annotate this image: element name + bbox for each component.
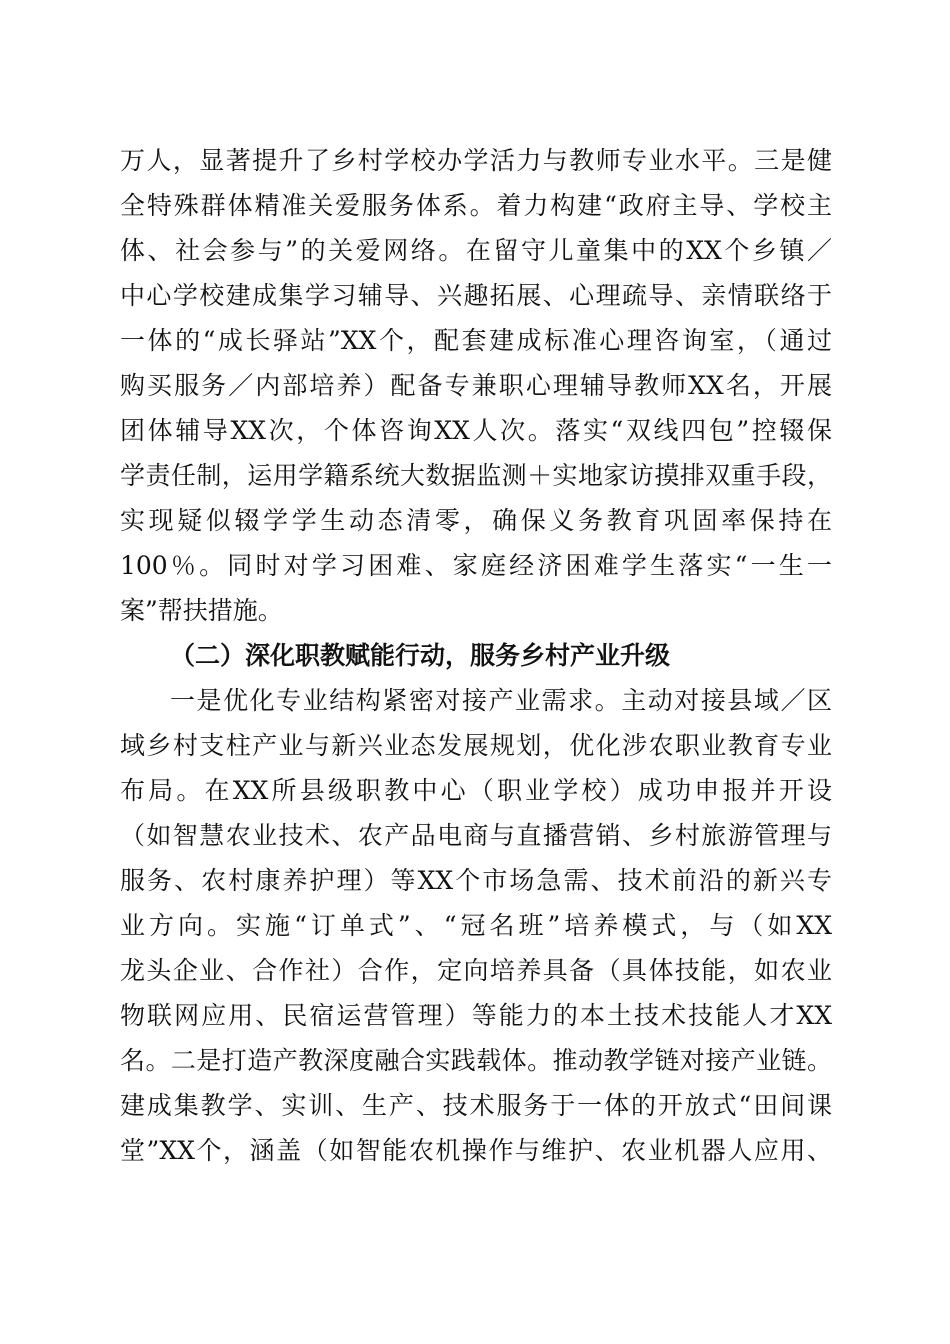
text-line: 实现疑似辍学学生动态清零，确保义务教育巩固率保持在: [120, 506, 832, 535]
text-line: 体、社会参与”的关爱网络。在留守儿童集中的XX个乡镇／: [120, 236, 832, 265]
text-line: 龙头企业、合作社）合作，定向培养具备（具体技能，如农业: [120, 956, 832, 985]
text-line: 万人，显著提升了乡村学校办学活力与教师专业水平。三是健: [120, 146, 832, 175]
text-line: 布局。在XX所县级职教中心（职业学校）成功申报并开设: [120, 776, 832, 805]
text-line: 全特殊群体精准关爱服务体系。着力构建“政府主导、学校主: [120, 191, 832, 220]
text-line: 一是优化专业结构紧密对接产业需求。主动对接县域／区: [170, 686, 832, 715]
text-line: 业方向。实施“订单式”、“冠名班”培养模式，与（如XX: [120, 911, 832, 940]
text-line: 一体的“成长驿站”XX个，配套建成标准心理咨询室，（通过: [120, 326, 832, 355]
text-line: （如智慧农业技术、农产品电商与直播营销、乡村旅游管理与: [120, 821, 832, 850]
text-line: 建成集教学、实训、生产、技术服务于一体的开放式“田间课: [120, 1091, 832, 1120]
text-line: 团体辅导XX次，个体咨询XX人次。落实“双线四包”控辍保: [120, 416, 832, 445]
text-line: 域乡村支柱产业与新兴业态发展规划，优化涉农职业教育专业: [120, 731, 832, 760]
text-line: 案”帮扶措施。: [120, 596, 283, 625]
text-line: 服务、农村康养护理）等XX个市场急需、技术前沿的新兴专: [120, 866, 832, 895]
section-heading: （二）深化职教赋能行动，服务乡村产业升级: [170, 641, 671, 670]
text-line: 物联网应用、民宿运营管理）等能力的本土技术技能人才XX: [120, 1001, 832, 1030]
text-line: 中心学校建成集学习辅导、兴趣拓展、心理疏导、亲情联络于: [120, 281, 832, 310]
text-line: 购买服务／内部培养）配备专兼职心理辅导教师XX名，开展: [120, 371, 832, 400]
text-line: 学责任制，运用学籍系统大数据监测＋实地家访摸排双重手段，: [120, 461, 832, 490]
text-line: 堂”XX个，涵盖（如智能农机操作与维护、农业机器人应用、: [120, 1136, 832, 1165]
text-line: 名。二是打造产教深度融合实践载体。推动教学链对接产业链。: [120, 1046, 832, 1075]
text-line: 100％。同时对学习困难、家庭经济困难学生落实“一生一: [120, 551, 832, 580]
